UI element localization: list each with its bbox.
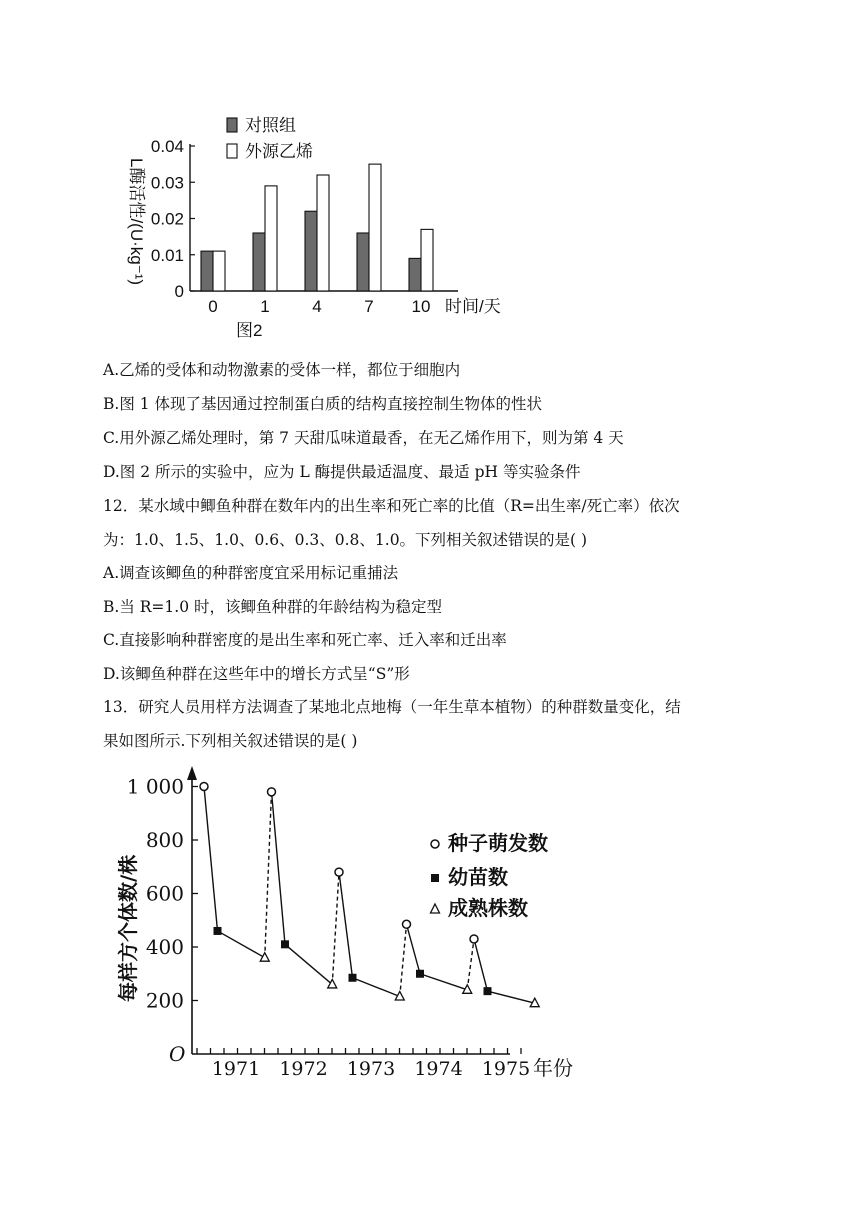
seedling-point: [214, 927, 222, 935]
question-12-stem: 12．某水域中鲫鱼种群在数年内的出生率和死亡率的比值（R=出生率/死亡率）依次: [103, 497, 680, 515]
dashed-segment: [332, 872, 339, 984]
solid-segment: [488, 991, 535, 1003]
y-tick-label: 0.01: [150, 245, 184, 265]
y-axis-label: L酶活性/(U·kg⁻¹): [127, 158, 146, 286]
dashed-segment: [400, 924, 407, 996]
y-tick-label: 0.04: [150, 137, 184, 156]
y-axis-arrow: [187, 766, 197, 780]
x-tick-label: 1972: [279, 1058, 328, 1080]
x-tick-label: 1973: [346, 1058, 396, 1080]
seed-germination-point: [403, 920, 411, 928]
legend-swatch: [227, 144, 237, 158]
option-11a: A.乙烯的受体和动物激素的受体一样，都位于细胞内: [103, 361, 461, 379]
option-12d: D.该鲫鱼种群在这些年中的增长方式呈“S”形: [103, 665, 410, 683]
legend-square-icon: [431, 874, 439, 882]
legend-label: 种子萌发数: [448, 831, 548, 855]
option-11b: B.图 1 体现了基因通过控制蛋白质的结构直接控制生物体的性状: [103, 395, 543, 413]
bar-control-1: [253, 233, 265, 291]
y-tick-label: 400: [145, 935, 184, 959]
x-tick-label: 4: [312, 297, 322, 316]
solid-segment: [353, 978, 400, 997]
legend-label: 外源乙烯: [245, 142, 313, 161]
y-tick-label: 1 000: [126, 774, 184, 799]
y-tick-label: 200: [145, 988, 184, 1013]
dashed-segment: [265, 792, 272, 958]
option-12b: B.当 R=1.0 时，该鲫鱼种群的年龄结构为稳定型: [103, 598, 442, 616]
solid-segment: [420, 974, 467, 990]
y-tick-label: 0: [174, 282, 184, 301]
question-13-stem: 13．研究人员用样方法调查了某地北点地梅（一年生草本植物）的种群数量变化，结: [103, 698, 681, 716]
legend-label: 幼苗数: [448, 865, 508, 889]
figure-3: [105, 760, 605, 1090]
seedling-point: [416, 970, 424, 978]
bar-control-7: [357, 233, 369, 291]
figure-2-bar-chart: [110, 108, 530, 348]
option-12c: C.直接影响种群密度的是出生率和死亡率、迁入率和迁出率: [103, 631, 507, 649]
legend-swatch: [227, 118, 237, 132]
origin-label: O: [169, 1042, 186, 1066]
x-tick-label: 1: [260, 297, 270, 316]
solid-segment: [218, 931, 265, 958]
bar-control-4: [305, 211, 317, 291]
bar-control-0: [201, 251, 213, 291]
x-tick-label: 7: [364, 297, 374, 316]
legend-label: 成熟株数: [448, 896, 528, 920]
seedling-point: [484, 987, 492, 995]
y-tick-label: 0.03: [150, 173, 184, 193]
dashed-segment: [467, 939, 474, 990]
mature-plant-point: [328, 979, 337, 988]
x-axis-label: 时间/天: [445, 297, 501, 316]
seed-germination-point: [268, 788, 276, 796]
solid-segment: [285, 944, 332, 984]
solid-segment: [339, 872, 353, 978]
option-11c: C.用外源乙烯处理时，第 7 天甜瓜味道最香，在无乙烯作用下，则为第 4 天: [103, 429, 624, 447]
x-tick-label: 1974: [414, 1058, 463, 1080]
seed-germination-point: [335, 868, 343, 876]
figure-caption: 图2: [236, 321, 263, 340]
x-tick-label: 1971: [211, 1058, 261, 1080]
solid-segment: [407, 924, 421, 973]
figure-2: [110, 108, 530, 348]
bar-control-10: [409, 258, 421, 291]
seedling-point: [281, 940, 289, 948]
y-tick-label: 600: [145, 881, 184, 906]
legend-label: 对照组: [245, 116, 296, 135]
solid-segment: [272, 792, 286, 944]
x-axis-label: 年份: [533, 1056, 573, 1080]
x-tick-label: 10: [411, 297, 431, 316]
y-tick-label: 0.02: [150, 209, 184, 229]
x-tick-label: 1975: [481, 1058, 531, 1080]
bar-ethylene-7: [369, 164, 381, 291]
legend-circle-icon: [431, 840, 439, 848]
mature-plant-point: [260, 953, 269, 962]
option-12a: A.调查该鲫鱼的种群密度宜采用标记重捕法: [103, 564, 399, 582]
question-13-stem-cont: 果如图所示.下列相关叙述错误的是( ): [103, 732, 358, 750]
solid-segment: [204, 787, 218, 931]
bar-ethylene-0: [213, 251, 225, 291]
seed-germination-point: [470, 935, 478, 943]
solid-segment: [474, 939, 488, 991]
bar-ethylene-1: [265, 186, 277, 291]
legend-triangle-icon: [431, 904, 440, 913]
y-axis-label: 每样方个体数/株: [116, 854, 140, 1002]
bar-ethylene-10: [421, 229, 433, 291]
option-11d: D.图 2 所示的实验中，应为 L 酶提供最适温度、最适 pH 等实验条件: [103, 463, 581, 481]
bar-ethylene-4: [317, 175, 329, 291]
x-tick-label: 0: [208, 297, 218, 316]
seed-germination-point: [200, 783, 208, 791]
y-tick-label: 800: [145, 828, 184, 852]
seedling-point: [349, 974, 357, 982]
figure-3-line-chart: [105, 760, 605, 1090]
question-12-stem-cont: 为：1.0、1.5、1.0、0.6、0.3、0.8、1.0。下列相关叙述错误的是( ): [103, 531, 588, 549]
